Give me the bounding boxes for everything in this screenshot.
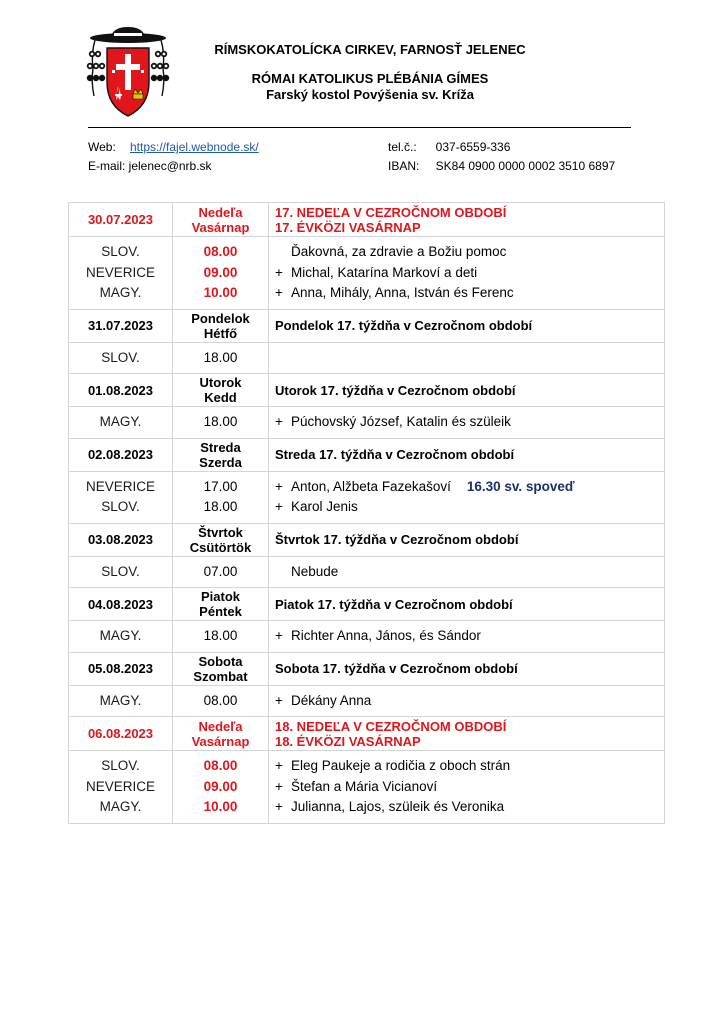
day-name-sk: Piatok (200, 589, 240, 604)
intention-text: Nebude (291, 563, 339, 579)
deceased-mark: + (275, 264, 283, 280)
mass-times (173, 342, 269, 374)
liturgical-day-title (269, 203, 665, 237)
mass-times (173, 685, 269, 717)
mass-intention (275, 562, 664, 583)
day-name-sk: Sobota (198, 653, 243, 669)
mass-intention (275, 283, 664, 304)
day-header-row (69, 652, 665, 685)
deceased-mark: + (275, 414, 283, 429)
day-name (173, 588, 269, 621)
mass-intentions (269, 685, 665, 717)
website-link[interactable]: https://fajel.webnode.sk/ (130, 140, 259, 154)
intention-text: Dékány Anna (291, 692, 372, 708)
liturgical-day-title (269, 374, 665, 407)
mass-place: SLOV. (101, 499, 140, 514)
mass-time: 18.00 (203, 628, 238, 643)
phone-line (388, 138, 615, 157)
mass-places (69, 342, 173, 374)
title-sk: Streda 17. týždňa v Cezročnom období (275, 447, 515, 462)
title-sk: Piatok 17. týždňa v Cezročnom období (275, 596, 513, 612)
mass-time: 18.00 (203, 414, 238, 429)
title-hu: 17. ÉVKÖZI VASÁRNAP (275, 219, 421, 235)
intention-text: Anna, Mihály, Anna, István és Ferenc (291, 285, 514, 300)
phone-value: 037-6559-336 (435, 140, 511, 154)
iban-label: IBAN: (388, 159, 420, 173)
deceased-mark: + (275, 478, 283, 494)
mass-place: NEVERICE (85, 778, 156, 794)
mass-times (173, 407, 269, 439)
mass-place: NEVERICE (85, 478, 156, 494)
mass-intention (275, 497, 664, 518)
mass-place: SLOV. (101, 349, 140, 365)
header-line-3: Farský kostol Povýšenia sv. Kríža (266, 87, 474, 102)
deceased-mark: + (275, 778, 283, 794)
mass-block-row (69, 621, 665, 653)
day-date: 03.08.2023 (69, 523, 173, 556)
liturgical-day-title (269, 652, 665, 685)
day-name-hu: Vasárnap (191, 733, 250, 749)
mass-intention (275, 777, 664, 798)
day-name (173, 203, 269, 237)
day-header-row (69, 523, 665, 556)
deceased-mark: + (275, 758, 283, 773)
mass-intention (275, 242, 664, 263)
mass-places (69, 407, 173, 439)
day-date: 01.08.2023 (69, 374, 173, 407)
mass-place: MAGY. (99, 799, 142, 814)
intention-text: Michal, Katarína Markoví a deti (291, 264, 478, 280)
mass-intentions (269, 471, 665, 523)
day-name-hu: Vasárnap (191, 219, 250, 235)
title-sk: Pondelok 17. týždňa v Cezročnom období (275, 318, 533, 333)
day-name-sk: Streda (200, 439, 241, 455)
day-name-sk: Štvrtok (198, 524, 243, 540)
mass-intention (275, 691, 664, 712)
mass-places (69, 237, 173, 310)
day-name-sk: Nedeľa (198, 718, 243, 734)
mass-place: MAGY. (99, 414, 142, 429)
day-name-hu: Hétfő (203, 325, 238, 341)
liturgical-day-title (269, 438, 665, 471)
mass-place: SLOV. (101, 563, 140, 579)
liturgical-day-title (269, 717, 665, 751)
mass-times (173, 471, 269, 523)
mass-intention (275, 477, 664, 498)
mass-intentions (269, 621, 665, 653)
day-name (173, 523, 269, 556)
header-line-2: RÓMAI KATOLIKUS PLÉBÁNIA GÍMES (251, 71, 489, 86)
day-header-row (69, 203, 665, 237)
mass-intentions (269, 407, 665, 439)
mass-times (173, 621, 269, 653)
mass-time: 10.00 (203, 285, 238, 300)
day-name (173, 309, 269, 342)
deceased-mark: + (275, 799, 283, 814)
title-sk: Sobota 17. týždňa v Cezročnom období (275, 661, 518, 676)
mass-place: MAGY. (99, 692, 142, 708)
mass-block-row (69, 407, 665, 439)
confession-note: 16.30 sv. spoveď (466, 478, 575, 494)
deceased-mark: + (275, 692, 283, 708)
web-line (88, 138, 259, 157)
day-header-row (69, 374, 665, 407)
intention-text: Eleg Paukeje a rodičia z oboch strán (291, 758, 511, 773)
contact-right (388, 138, 615, 176)
mass-block-row (69, 556, 665, 588)
mass-time: 09.00 (203, 264, 238, 280)
day-date: 05.08.2023 (69, 652, 173, 685)
mass-intention (275, 348, 664, 369)
liturgical-day-title (269, 588, 665, 621)
mass-places (69, 621, 173, 653)
day-name (173, 717, 269, 751)
day-header-row (69, 717, 665, 751)
iban-value: SK84 0900 0000 0002 3510 6897 (435, 159, 616, 173)
liturgical-day-title (269, 523, 665, 556)
mass-time: 08.00 (203, 758, 238, 773)
deceased-mark: + (275, 285, 283, 300)
mass-time: 08.00 (203, 244, 238, 259)
intention-text: Anton, Alžbeta Fazekašoví (291, 478, 451, 494)
intention-text: Ďakovná, za zdravie a Božiu pomoc (291, 244, 507, 259)
day-date: 30.07.2023 (69, 203, 173, 237)
mass-intentions (269, 556, 665, 588)
mass-place: SLOV. (101, 244, 140, 259)
mass-place: SLOV. (101, 758, 140, 773)
day-name-sk: Pondelok (191, 310, 250, 326)
mass-place: NEVERICE (85, 264, 156, 280)
header-line-1: RÍMSKOKATOLÍCKA CIRKEV, FARNOSŤ JELENEC (214, 42, 526, 57)
intention-text: Púchovský József, Katalin és szüleik (291, 414, 511, 429)
parish-header (170, 42, 570, 103)
day-date: 02.08.2023 (69, 438, 173, 471)
mass-places (69, 751, 173, 824)
mass-time: 18.00 (203, 499, 238, 514)
day-name-hu: Szerda (199, 454, 242, 470)
mass-intention (275, 626, 664, 647)
day-header-row (69, 309, 665, 342)
day-name (173, 438, 269, 471)
title-hu: 18. ÉVKÖZI VASÁRNAP (275, 733, 421, 749)
mass-intention (275, 263, 664, 284)
day-name-hu: Csütörtök (189, 539, 252, 555)
mass-intention (275, 797, 664, 818)
day-name-hu: Péntek (199, 604, 242, 619)
mass-block-row (69, 237, 665, 310)
mass-block-row (69, 685, 665, 717)
contact-left (88, 138, 259, 176)
parish-coat-of-arms (85, 24, 171, 120)
mass-times (173, 556, 269, 588)
day-name-sk: Utorok (199, 375, 242, 390)
mass-places (69, 471, 173, 523)
mass-time: 17.00 (203, 478, 238, 494)
title-sk: 18. NEDEĽA V CEZROČNOM OBDOBÍ (275, 718, 507, 734)
mass-time: 10.00 (203, 799, 238, 814)
day-date: 31.07.2023 (69, 309, 173, 342)
mass-intention (275, 412, 664, 433)
mass-times (173, 237, 269, 310)
mass-intentions (269, 342, 665, 374)
day-name-sk: Nedeľa (198, 204, 243, 220)
iban-line (388, 157, 615, 176)
mass-time: 09.00 (203, 778, 238, 794)
title-sk: Štvrtok 17. týždňa v Cezročnom období (275, 532, 519, 547)
day-header-row (69, 588, 665, 621)
title-sk: Utorok 17. týždňa v Cezročnom období (275, 382, 516, 398)
title-sk: 17. NEDEĽA V CEZROČNOM OBDOBÍ (275, 204, 507, 220)
day-name-hu: Kedd (204, 390, 237, 405)
web-label: Web: (88, 140, 116, 154)
intention-text: Richter Anna, János, és Sándor (291, 628, 481, 643)
mass-intentions (269, 751, 665, 824)
mass-places (69, 556, 173, 588)
mass-place: MAGY. (99, 628, 142, 643)
intention-text: Štefan a Mária Vicianoví (291, 778, 438, 794)
mass-times (173, 751, 269, 824)
deceased-mark: + (275, 499, 283, 514)
mass-block-row (69, 471, 665, 523)
liturgical-day-title (269, 309, 665, 342)
mass-time: 07.00 (203, 563, 238, 579)
email-line: E-mail: jelenec@nrb.sk (88, 159, 212, 173)
mass-place: MAGY. (99, 285, 142, 300)
day-name-hu: Szombat (193, 668, 248, 684)
day-name (173, 374, 269, 407)
mass-block-row (69, 751, 665, 824)
intention-text: Julianna, Lajos, szüleik és Veronika (291, 799, 505, 814)
mass-time: 08.00 (203, 692, 238, 708)
mass-block-row (69, 342, 665, 374)
day-date: 06.08.2023 (69, 717, 173, 751)
phone-label: tel.č.: (388, 140, 417, 154)
header-divider (88, 127, 631, 128)
mass-time: 18.00 (203, 349, 238, 365)
mass-intention (275, 756, 664, 777)
day-date: 04.08.2023 (69, 588, 173, 621)
intention-text: Karol Jenis (291, 499, 358, 514)
mass-schedule-table (68, 202, 665, 824)
deceased-mark: + (275, 628, 283, 643)
day-header-row (69, 438, 665, 471)
mass-intentions (269, 237, 665, 310)
mass-places (69, 685, 173, 717)
day-name (173, 652, 269, 685)
